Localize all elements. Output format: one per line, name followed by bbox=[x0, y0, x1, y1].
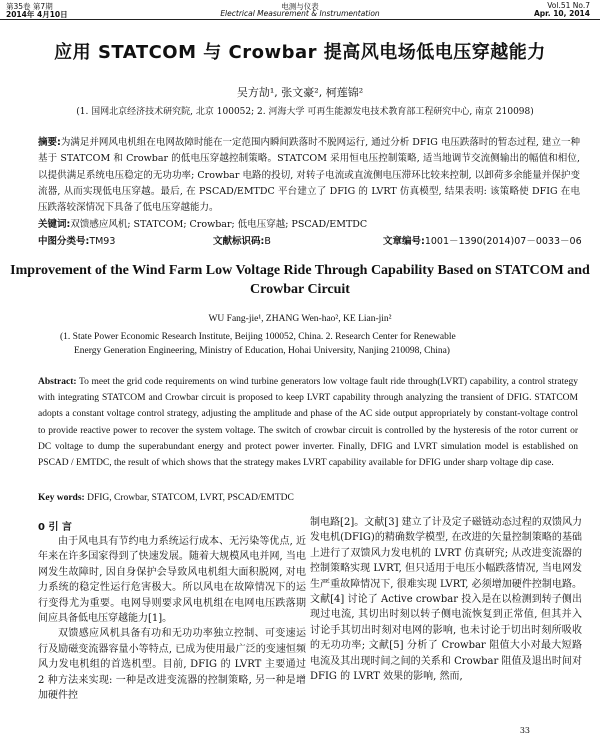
body-paragraph: 制电路[2]。文献[3] 建立了计及定子磁链动态过程的双馈风力发电机(DFIG)的精确数学模型, 在改进的矢量控制策略的基础上进行了双馈风力发电机的 LVRT 仿真研究; 从改进变流器的控制策略实现 LVRT, 但只适用于电压小幅跌落情况, 当电网发生严重故障情况下, 很难实现 LVRT, 必须增加硬件控制电路。文献[4] 讨论了 Active crowbar 投入是在以检测到转子侧出现过电流, 其切出时刻以转子侧电流恢复到正常值, 但其并入讨论手其切出时刻对电网的影响, 也未讨论于切出时刻所吸收的无功功率; 文献[5] 分析了 Crowbar 阻值大小对最大短路电流及其出现时间之间的关系和 Crowbar 阻值及退出时间对 DFIG 的 LVRT 效果的影响, 然而, bbox=[310, 517, 582, 683]
affiliation-cn: (1. 国网北京经济技术研究院, 北京 100052; 2. 河海大学 可再生能源发电技术教育部工程研究中心, 南京 210098) bbox=[76, 107, 534, 117]
keywords-cn-text: 双馈感应风机; STATCOM; Crowbar; 低电压穿越; PSCAD/EMTDC bbox=[70, 219, 368, 230]
affiliation-en-line1: (1. State Power Economic Research Institute, Beijing 100052, China. 2. Research Center for Renewable bbox=[60, 332, 456, 342]
body-paragraph: 由于风电具有节约电力系统运行成本、无污染等优点, 近年来在许多国家得到了快速发展。随着大规模风电并网, 当电网发生故障时, 因自身保护会导致风电机组大面积脱网, 对电力系统的稳定性运行危害极大。所以风电在故障情况下的运行变得尤为重要。电网导则要求风电机组在电网电压跌落期间应具备低电压穿越能力[1]。 bbox=[38, 536, 306, 625]
journal-volume: 第35卷 第7期 bbox=[6, 2, 53, 11]
journal-name-cn: 电测与仪表 bbox=[281, 2, 319, 11]
abstract-cn bbox=[38, 135, 580, 216]
journal-volume-en: Vol.51 No.7 bbox=[547, 1, 590, 10]
abstract-cn-text: 为满足并网风电机组在电网故障时能在一定范围内瞬间跌落时不脱网运行, 通过分析 DFIG 电压跌落时的暂态过程, 建立一种基于 STATCOM 和 Crowbar 的低电压穿越控制策略。STATCOM 采用恒电压控制策略, 适当地调节交流侧输出的幅值和相位, 以提供满足系统电压稳定的无功功率; Crowbar 电路的投切, 对转子电流或直流侧电压滞环比较来控制, 以卸荷多余能量并保护变流器, 从而实现低电压穿越。最后, 在 PSCAD/EMTDC 平台建立了 DFIG 的 LVRT 仿真模型, 结果表明: 该策略使 DFIG 在电压跌落较深情况下具备了低电压穿越能力。 bbox=[38, 137, 580, 214]
keywords-cn-label: 关键词: bbox=[38, 219, 71, 230]
keywords-cn bbox=[38, 216, 580, 230]
authors-cn: 吴方劼¹, 张文豪², 柯莲锦² bbox=[236, 86, 364, 99]
article-id-field: 文章编号:1001－1390(2014)07－0033－06 bbox=[383, 236, 582, 247]
journal-date: 2014年 4月10日 bbox=[6, 10, 68, 19]
journal-date-en: Apr. 10, 2014 bbox=[533, 9, 590, 18]
section-heading: 0 引 言 bbox=[38, 522, 72, 533]
abstract-en bbox=[38, 374, 578, 471]
keywords-en-text: DFIG, Crowbar, STATCOM, LVRT, PSCAD/EMTDC bbox=[87, 493, 294, 503]
journal-name-en: Electrical Measurement & Instrumentation bbox=[220, 9, 380, 18]
body-paragraph: 双馈感应风机具备有功和无功功率独立控制、可变速运行及励磁变流器容量小等特点, 已成为使用最广泛的变速恒频风力发电机组的首选机型。目前, DFIG 的 LVRT 主要通过 2 种方法来实现: 一种是改进变流器的控制策略, 另一种是增加硬件控 bbox=[38, 628, 306, 702]
page-header bbox=[0, 0, 600, 18]
body-left-column bbox=[38, 534, 306, 703]
clc-field: 中图分类号:TM93 bbox=[38, 236, 116, 247]
keywords-en-label: Key words: bbox=[38, 493, 85, 503]
affiliation-en-line2: Energy Generation Engineering, Ministry of Education, Hohai University, Nanjing 210098, China) bbox=[74, 346, 450, 356]
abstract-cn-label: 摘要: bbox=[38, 137, 61, 148]
page-number: 33 bbox=[519, 726, 530, 735]
doc-code-field: 文献标识码:B bbox=[213, 236, 271, 247]
abstract-en-label: Abstract: bbox=[38, 377, 77, 387]
keywords-en bbox=[38, 493, 580, 503]
header-rule bbox=[0, 19, 600, 20]
title-cn: 应用 STATCOM 与 Crowbar 提高风电场低电压穿越能力 bbox=[54, 42, 546, 63]
authors-en: WU Fang-jie¹, ZHANG Wen-hao², KE Lian-jin² bbox=[208, 314, 392, 324]
affiliation-en bbox=[60, 330, 560, 358]
title-en: Improvement of the Wind Farm Low Voltage Ride Through Capability Based on STATCOM and Crowbar Circuit bbox=[10, 263, 590, 297]
abstract-en-text: To meet the grid code requirements on wind turbine generators low voltage fault ride through(LVRT) capability, a control strategy with integrating STATCOM and Crowbar circuit is proposed to keep LVRT capability through analyzing the transient of DFIG. STATCOM adopts a constant voltage control strategy, adjusting the amplitude and phase of the AC side output appropriately by constant-voltage control to provide reactive power to recover the system voltage. The switch of crowbar circuit is controlled by the hysteresis of the rotor current or DC voltage to dump the superabundant energy and protect power inverter. Finally, DFIG and LVRT simulation model is established on PSCAD / EMTDC, the result of which shows that the strategy makes LVRT capability available for DFIG under sharp voltage dip case. bbox=[38, 377, 578, 469]
body-right-column bbox=[310, 515, 582, 684]
